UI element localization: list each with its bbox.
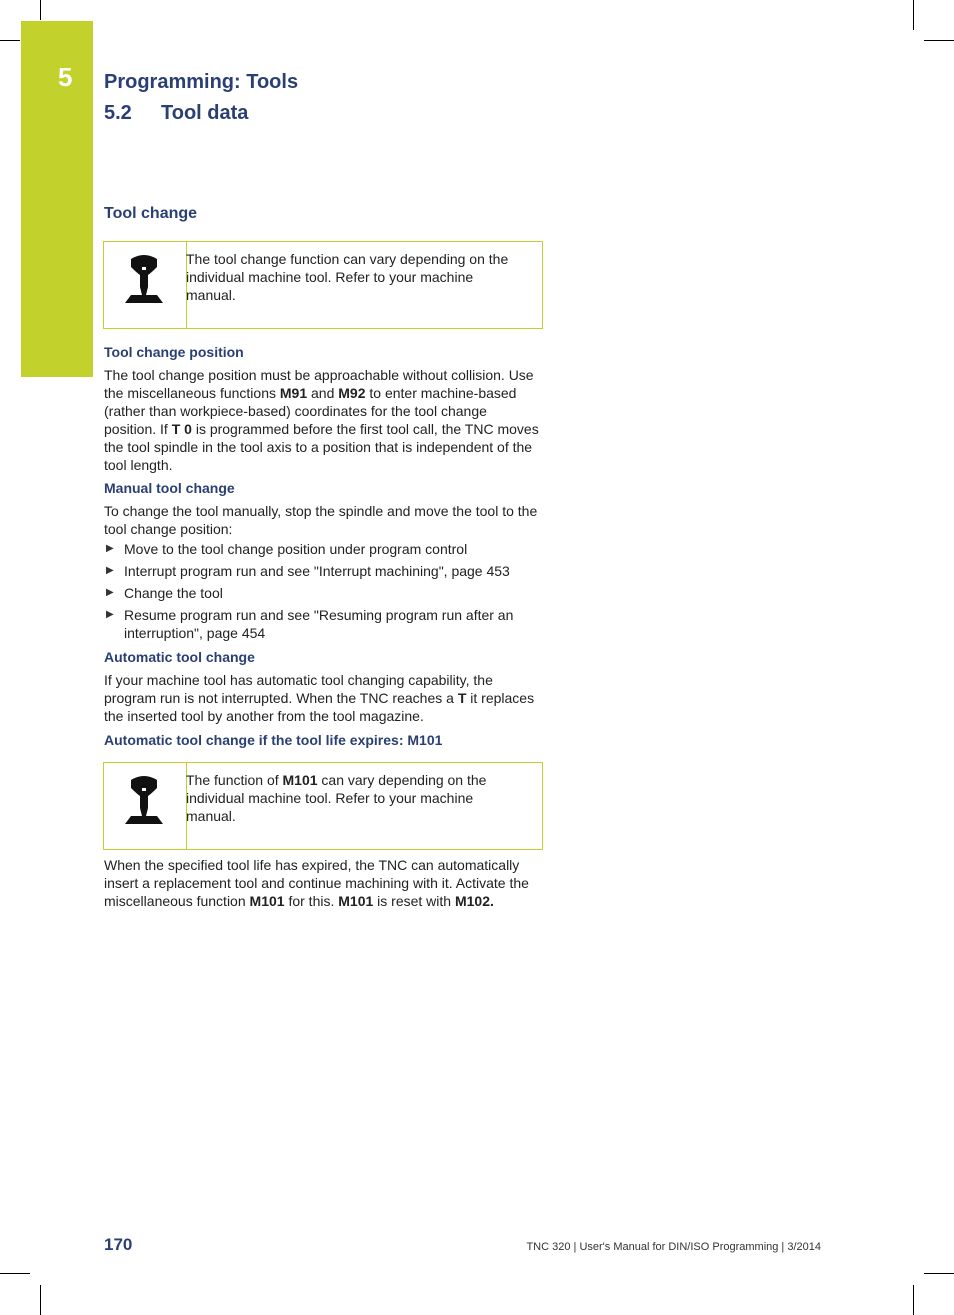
crop-mark (0, 40, 20, 41)
crop-mark (924, 1273, 954, 1274)
code-m101: M101 (338, 893, 374, 909)
chapter-tab (21, 21, 93, 377)
subheading-m101: Automatic tool change if the tool life expires: M101 (104, 732, 443, 748)
text-run: for this. (284, 893, 339, 909)
paragraph-tool-change-position (104, 366, 541, 474)
subheading-manual-tool-change: Manual tool change (104, 480, 235, 496)
list-item: ▶ Change the tool (106, 585, 223, 601)
crop-mark (913, 0, 914, 30)
text-run: If your machine tool has automatic tool changing capability, the program run is not interrupted. When the TNC reaches a (104, 672, 493, 706)
text-run: it replaces the inserted tool by another from the tool magazine. (104, 690, 535, 724)
footer-text: TNC 320 | User's Manual for DIN/ISO Programming | 3/2014 (526, 1241, 821, 1253)
section-title: Tool data (161, 102, 249, 124)
code-t0: T 0 (171, 421, 192, 437)
code-m101: M101 (282, 772, 318, 788)
text-run: to enter machine-based (rather than workpiece-based) coordinates for the tool change position. If (104, 385, 517, 437)
section-number: 5.2 (104, 102, 132, 124)
triangle-bullet-icon: ▶ (106, 565, 114, 576)
subheading-automatic-tool-change: Automatic tool change (104, 649, 255, 665)
triangle-bullet-icon: ▶ (106, 587, 114, 598)
note-box (103, 762, 543, 850)
page-number: 170 (104, 1235, 133, 1254)
section-header (104, 102, 249, 125)
machine-tool-note-icon (123, 774, 165, 828)
page-heading: Tool change (104, 205, 198, 222)
note-box (103, 241, 543, 329)
machine-tool-note-icon (123, 253, 165, 307)
text-run: When the specified tool life has expired, the TNC can automatically insert a replacement tool and continue machining with it. Activate the miscellaneous function (104, 857, 529, 909)
note-text (186, 771, 526, 825)
text-run: The function of (186, 772, 283, 788)
paragraph-manual-intro: To change the tool manually, stop the spindle and move the tool to the tool change position: (104, 503, 538, 537)
text-run: and (307, 385, 339, 401)
text-run: is reset with (373, 893, 455, 909)
crop-mark (913, 1285, 914, 1315)
note-text: The tool change function can vary depending on the individual machine tool. Refer to your machine manual. (186, 251, 509, 303)
code-m91: M91 (279, 385, 308, 401)
chapter-title: Programming: Tools (104, 71, 299, 93)
paragraph-automatic (104, 671, 541, 725)
paragraph-m101 (104, 856, 541, 910)
crop-mark (40, 1285, 41, 1315)
note-icon-cell (104, 242, 187, 328)
code-m92: M92 (338, 385, 366, 401)
list-item: ▶ Resume program run and see "Resuming program run after an interruption", page 454 (106, 607, 514, 641)
manual-steps-list (104, 540, 541, 646)
note-icon-cell (104, 763, 187, 849)
text-run: can vary depending on the individual machine tool. Refer to your machine manual. (186, 772, 487, 824)
list-item: ▶ Move to the tool change position under program control (106, 541, 468, 557)
code-m102: M102. (454, 893, 494, 909)
list-item: ▶ Interrupt program run and see "Interrupt machining", page 453 (106, 563, 510, 579)
chapter-number: 5 (58, 62, 73, 92)
code-t: T (457, 690, 467, 706)
crop-mark (40, 0, 41, 20)
crop-mark (924, 40, 954, 41)
subheading-tool-change-position: Tool change position (104, 344, 244, 360)
triangle-bullet-icon: ▶ (106, 543, 114, 554)
text-run: The tool change position must be approachable without collision. Use the miscellaneous functions (104, 367, 534, 401)
code-m101: M101 (249, 893, 285, 909)
text-run: is programmed before the first tool call, the TNC moves the tool spindle in the tool axis to a position that is independent of the tool length. (104, 421, 539, 473)
crop-mark (0, 1273, 30, 1274)
triangle-bullet-icon: ▶ (106, 609, 114, 620)
